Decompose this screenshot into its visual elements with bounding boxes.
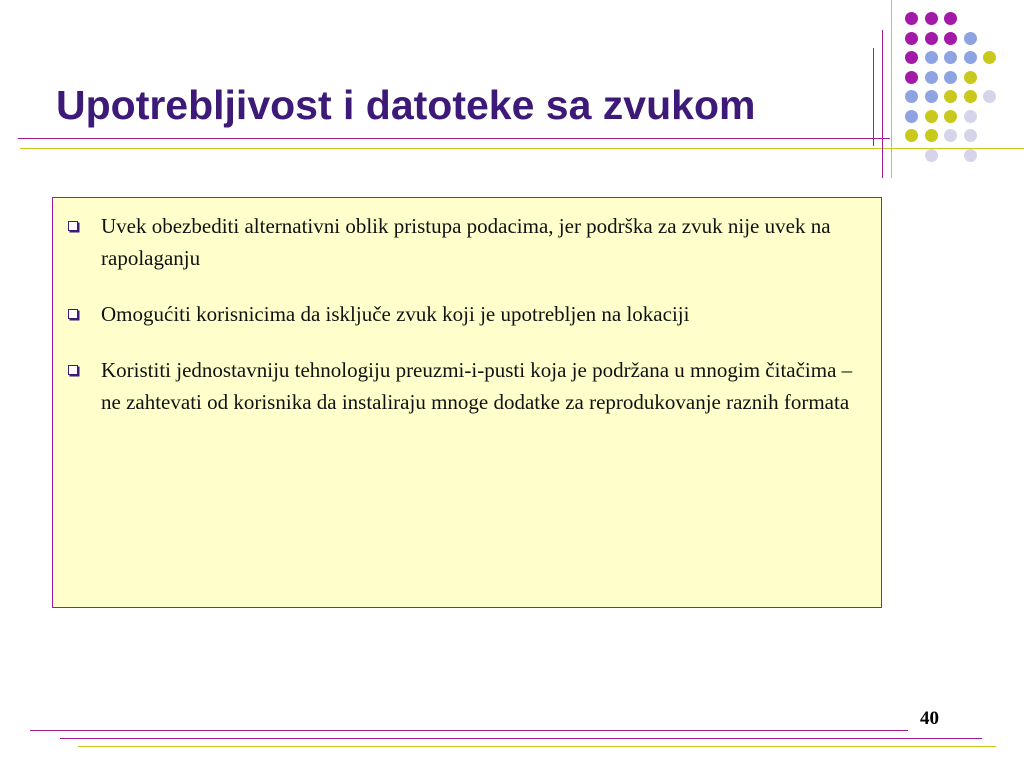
decorative-dot xyxy=(925,32,938,45)
decorative-dot xyxy=(964,149,977,162)
footer-line-purple-2 xyxy=(60,738,982,739)
footer-line-olive xyxy=(78,746,996,747)
bullet-text: Uvek obezbediti alternativni oblik pristupa podacima, jer podrška za zvuk nije uvek na rapolaganju xyxy=(101,214,831,270)
decorative-dot xyxy=(944,32,957,45)
decorative-dot xyxy=(964,110,977,123)
vertical-rule-2 xyxy=(882,30,883,178)
decorative-dot xyxy=(905,32,918,45)
title-underline-purple xyxy=(18,138,890,139)
decorative-dot xyxy=(925,110,938,123)
decorative-dot xyxy=(944,129,957,142)
square-bullet-icon xyxy=(68,309,78,319)
decorative-dot xyxy=(944,90,957,103)
decorative-dot xyxy=(905,110,918,123)
decorative-dot xyxy=(944,110,957,123)
decorative-dot xyxy=(905,51,918,64)
decorative-dot xyxy=(925,149,938,162)
decorative-dot xyxy=(944,51,957,64)
decorative-dot xyxy=(905,90,918,103)
decorative-dot xyxy=(905,12,918,25)
title-underline-olive xyxy=(20,148,1024,149)
decorative-dot xyxy=(983,90,996,103)
content-box xyxy=(52,197,882,608)
decorative-dot-grid xyxy=(905,12,1015,162)
bullet-text: Omogućiti korisnicima da isključe zvuk koji je upotrebljen na lokaciji xyxy=(101,302,690,326)
decorative-dot xyxy=(944,12,957,25)
slide-title: Upotrebljivost i datoteke sa zvukom xyxy=(56,82,756,128)
decorative-dot xyxy=(983,51,996,64)
decorative-dot xyxy=(905,129,918,142)
square-bullet-icon xyxy=(68,365,78,375)
decorative-dot xyxy=(964,51,977,64)
page-number: 40 xyxy=(920,708,939,729)
decorative-dot xyxy=(925,51,938,64)
decorative-dot xyxy=(925,12,938,25)
footer-line-purple xyxy=(30,730,908,731)
bullet-item xyxy=(101,354,871,418)
decorative-dot xyxy=(964,90,977,103)
decorative-dot xyxy=(925,129,938,142)
bullet-text: Koristiti jednostavniju tehnologiju preuzmi-i-pusti koja je podržana u mnogim čitačima – ne zahtevati od korisnika da instaliraju mnoge dodatke za reprodukovanje raznih formata xyxy=(101,358,853,414)
decorative-dot xyxy=(964,129,977,142)
decorative-dot xyxy=(964,32,977,45)
vertical-rule-1 xyxy=(873,48,874,146)
decorative-dot xyxy=(925,71,938,84)
decorative-dot xyxy=(905,71,918,84)
square-bullet-icon xyxy=(68,221,78,231)
bullet-item xyxy=(101,298,871,330)
bullet-list xyxy=(53,198,881,418)
decorative-dot xyxy=(925,90,938,103)
decorative-dot xyxy=(944,71,957,84)
vertical-rule-3 xyxy=(891,0,892,178)
bullet-item xyxy=(101,210,871,274)
decorative-dot xyxy=(964,71,977,84)
